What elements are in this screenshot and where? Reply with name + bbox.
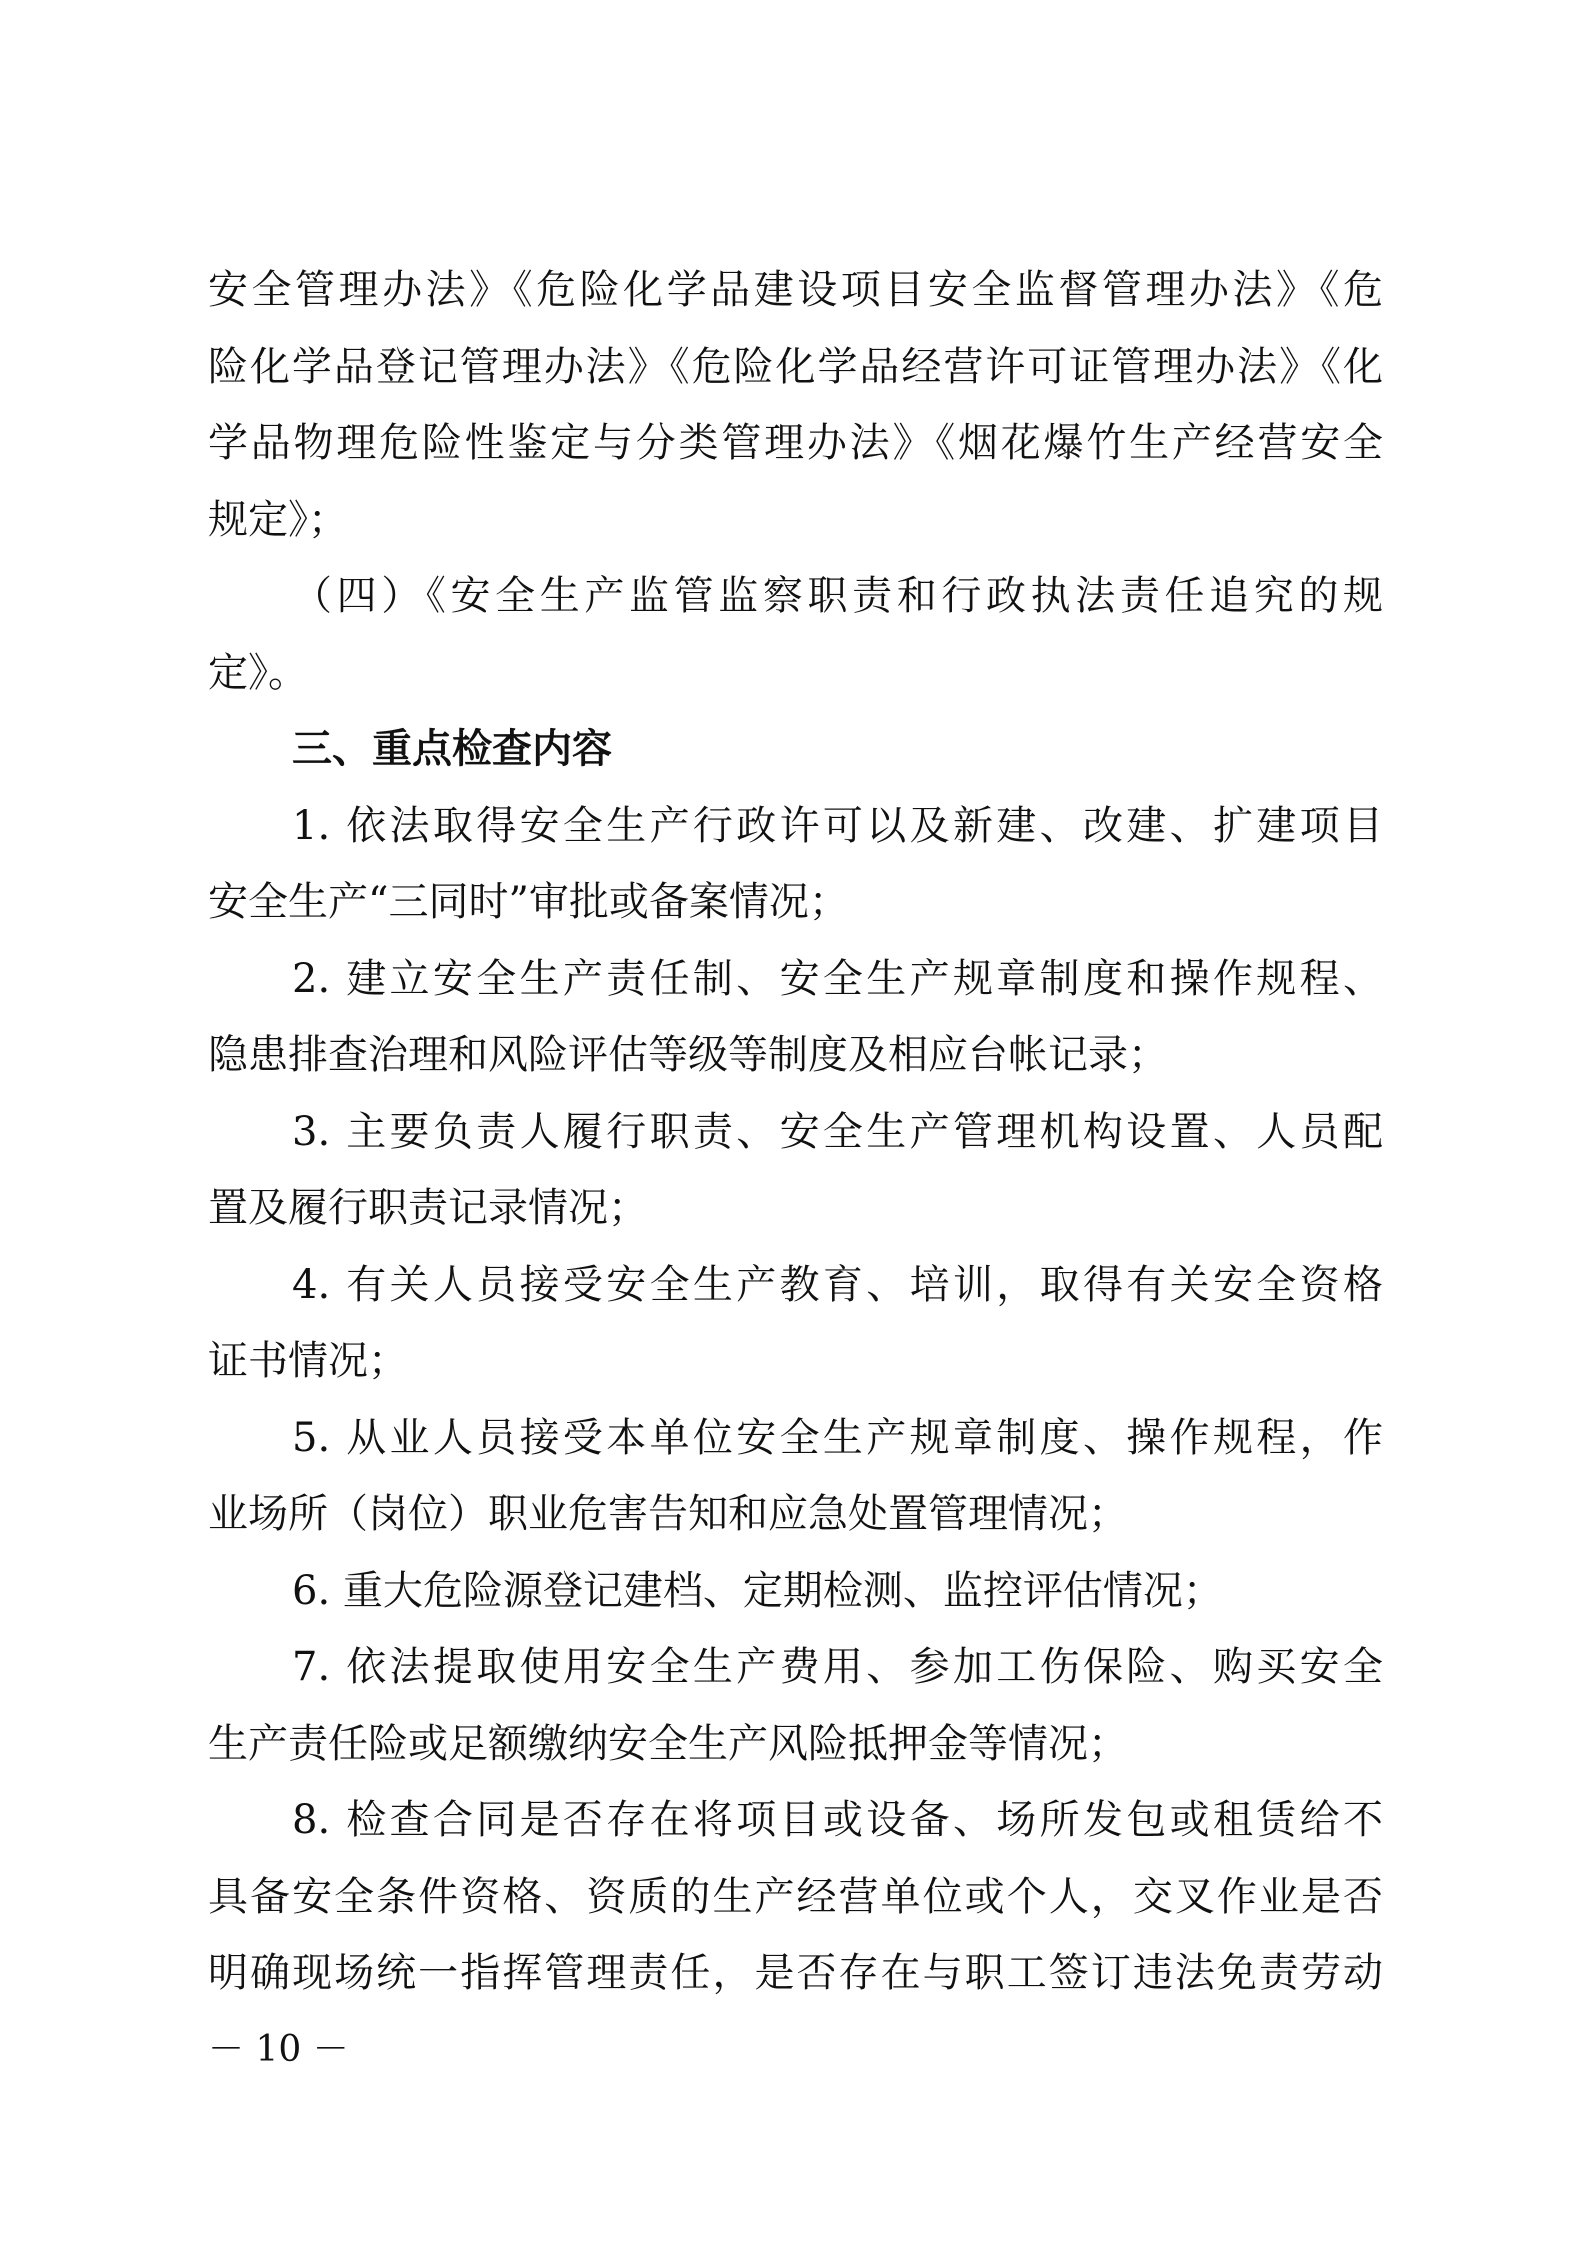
text-line: 2. 建立安全生产责任制、安全生产规章制度和操作规程、 — [292, 955, 1383, 1002]
text-line: 安全管理办法》《危险化学品建设项目安全监督管理办法》《危 — [208, 267, 1383, 313]
text-line: 置及履行职责记录情况； — [208, 1185, 648, 1231]
text-line: 1. 依法取得安全生产行政许可以及新建、改建、扩建项目 — [292, 802, 1383, 849]
text-line: 5. 从业人员接受本单位安全生产规章制度、操作规程，作 — [292, 1414, 1383, 1461]
text-line: 险化学品登记管理办法》《危险化学品经营许可证管理办法》《化 — [208, 343, 1383, 390]
text-line: 3. 主要负责人履行职责、安全生产管理机构设置、人员配 — [292, 1108, 1383, 1155]
section-heading: 三、重点检查内容 — [292, 726, 612, 772]
text-line: 7. 依法提取使用安全生产费用、参加工伤保险、购买安全 — [292, 1644, 1383, 1690]
text-line: 证书情况； — [208, 1338, 408, 1384]
document-body — [208, 252, 1383, 2012]
page-number: － 10 － — [208, 2029, 349, 2070]
text-line: 隐患排查治理和风险评估等级等制度及相应台帐记录； — [208, 1032, 1168, 1078]
text-line: 安全生产“三同时”审批或备案情况； — [208, 879, 849, 925]
text-line: 规定》； — [208, 496, 348, 543]
text-line: 具备安全条件资格、资质的生产经营单位或个人，交叉作业是否 — [208, 1873, 1383, 1920]
text-line: 4. 有关人员接受安全生产教育、培训，取得有关安全资格 — [292, 1261, 1383, 1308]
text-line: 6. 重大危险源登记建档、定期检测、监控评估情况； — [292, 1567, 1223, 1614]
text-line: 学品物理危险性鉴定与分类管理办法》《烟花爆竹生产经营安全 — [208, 420, 1383, 466]
text-line: 业场所（岗位）职业危害告知和应急处置管理情况； — [208, 1491, 1128, 1537]
text-line: 明确现场统一指挥管理责任，是否存在与职工签订违法免责劳动 — [208, 1950, 1383, 1996]
text-line: 定》。 — [208, 649, 308, 696]
text-line: 生产责任险或足额缴纳安全生产风险抵押金等情况； — [208, 1720, 1128, 1767]
text-line: （四）《安全生产监管监察职责和行政执法责任追究的规 — [292, 573, 1383, 619]
text-line: 8. 检查合同是否存在将项目或设备、场所发包或租赁给不 — [292, 1797, 1383, 1843]
